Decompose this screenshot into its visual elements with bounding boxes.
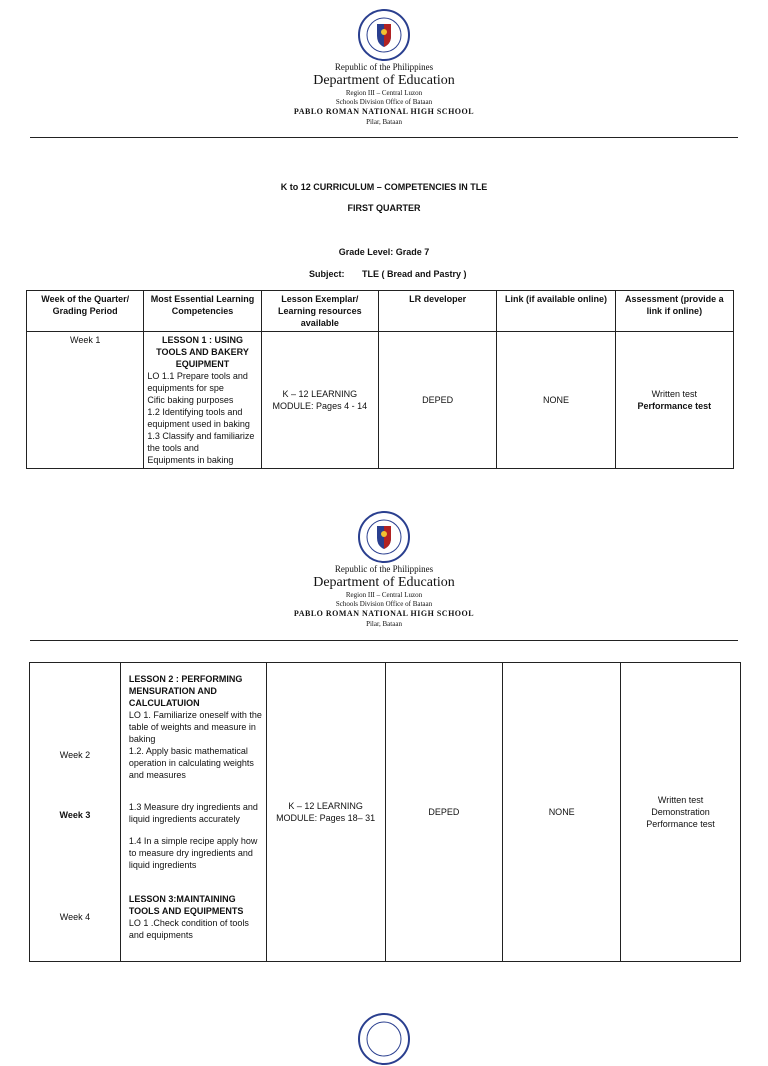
competency-item: 1.3 Measure dry ingredients and liquid ingredients accurately <box>128 802 258 824</box>
link-cell: NONE <box>503 663 621 962</box>
competency-item: 1.2 Identifying tools and equipment used in baking <box>147 407 250 429</box>
competency-item: Equipments in baking <box>147 455 234 465</box>
competency-item: LO 1 .Check condition of tools and equipments <box>128 918 249 940</box>
table-row <box>27 332 734 469</box>
competency-table-1 <box>26 290 734 469</box>
header-division: Schools Division Office of Bataan <box>335 98 433 106</box>
header-department: Department of Education <box>313 575 455 590</box>
competency-item: 1.4 In a simple recipe apply how to measure dry ingredients and liquid ingredients <box>128 836 258 870</box>
header-assessment: Assessment (provide a link if online) <box>615 291 733 332</box>
table-header-row <box>27 291 734 332</box>
week-cell: Week 1 <box>27 332 144 469</box>
week-4: Week 4 <box>59 912 91 922</box>
header-country: Republic of the Philippines <box>334 62 434 72</box>
competency-item: LO 1. Familiarize oneself with the table of weights and measure in baking <box>128 710 262 744</box>
week-2: Week 2 <box>59 750 91 760</box>
lesson-title: LESSON 1 : USING TOOLS AND BAKERY EQUIPMENT <box>156 335 249 369</box>
assessment-item: Written test <box>657 795 704 805</box>
header-developer: LR developer <box>378 291 496 332</box>
header-region: Region III – Central Luzon <box>345 591 423 599</box>
competency-table-2 <box>29 662 741 962</box>
competency-item: Cific baking purposes <box>147 395 234 405</box>
header-school: PABLO ROMAN NATIONAL HIGH SCHOOL <box>293 609 475 618</box>
header-divider <box>30 137 738 138</box>
subject-value: TLE ( Bread and Pastry ) <box>362 269 467 279</box>
grade-level: Grade Level: Grade 7 <box>338 247 430 257</box>
developer-cell: DEPED <box>378 332 496 469</box>
header-town: Pilar, Bataan <box>366 620 402 628</box>
assessment-cell <box>615 332 733 469</box>
header-town: Pilar, Bataan <box>366 118 402 126</box>
assessment-item: Written test <box>651 389 697 399</box>
header-competencies: Most Essential Learning Competencies <box>144 291 261 332</box>
header-divider <box>30 640 738 641</box>
quarter-label: FIRST QUARTER <box>347 203 421 213</box>
deped-seal-logo <box>357 8 411 62</box>
header-country: Republic of the Philippines <box>334 564 434 574</box>
header-link: Link (if available online) <box>497 291 615 332</box>
header-division: Schools Division Office of Bataan <box>335 600 433 608</box>
header-school: PABLO ROMAN NATIONAL HIGH SCHOOL <box>293 107 475 116</box>
assessment-cell <box>621 663 741 962</box>
competency-item: 1.3 Classify and familiarize the tools and <box>147 431 255 453</box>
resource-cell: K – 12 LEARNING MODULE: Pages 18– 31 <box>266 663 385 962</box>
header-department: Department of Education <box>313 73 455 88</box>
link-cell: NONE <box>497 332 615 469</box>
deped-seal-logo <box>357 510 411 564</box>
competencies-cell <box>120 663 266 962</box>
deped-seal-logo <box>357 1012 411 1066</box>
competencies-cell <box>144 332 261 469</box>
resource-cell: K – 12 LEARNING MODULE: Pages 4 - 14 <box>261 332 378 469</box>
week-cell <box>30 663 121 962</box>
assessment-item: Demonstration <box>651 807 710 817</box>
header-week: Week of the Quarter/ Grading Period <box>27 291 144 332</box>
header-resources: Lesson Exemplar/ Learning resources available <box>261 291 378 332</box>
document-title: K to 12 CURRICULUM – COMPETENCIES IN TLE <box>280 182 488 192</box>
developer-cell: DEPED <box>385 663 503 962</box>
week-3: Week 3 <box>59 810 91 820</box>
assessment-item: Performance test <box>637 401 712 411</box>
lesson-2-title: LESSON 2 : PERFORMING MENSURATION AND CALCULATUION <box>128 674 243 708</box>
assessment-item: Performance test <box>646 819 715 829</box>
competency-item: 1.2. Apply basic mathematical operation in calculating weights and measures <box>128 746 254 780</box>
header-region: Region III – Central Luzon <box>345 89 423 97</box>
lesson-3-title: LESSON 3:MAINTAINING TOOLS AND EQUIPMENTS <box>128 894 244 916</box>
table-row <box>30 663 741 962</box>
competency-item: LO 1.1 Prepare tools and equipments for spe <box>147 371 248 393</box>
subject-label: Subject: <box>309 269 345 279</box>
